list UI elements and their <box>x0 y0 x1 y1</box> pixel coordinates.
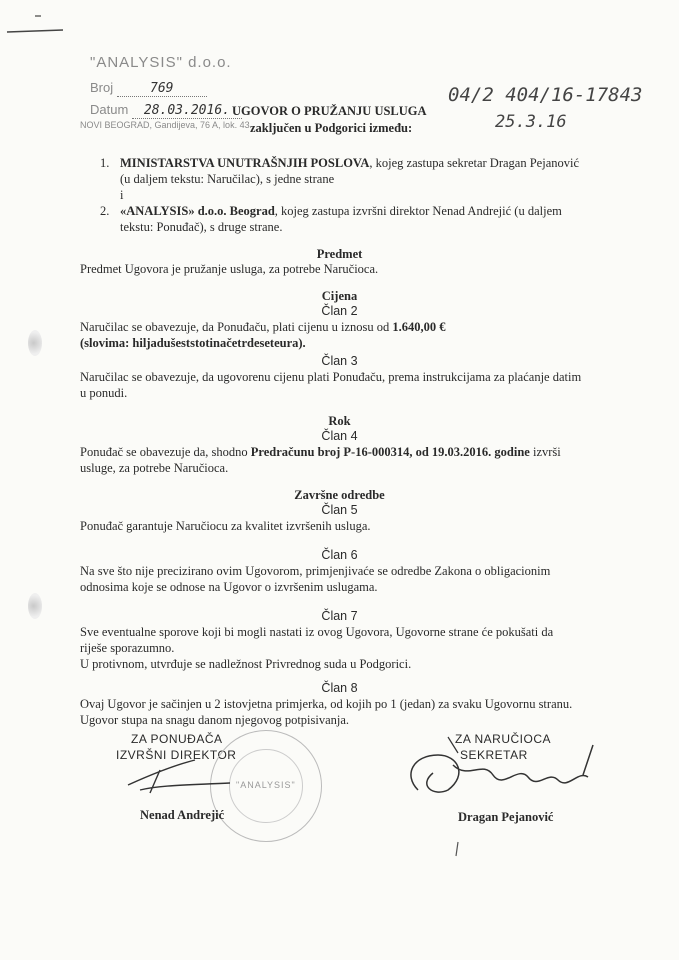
party-1-number: 1. <box>100 156 110 170</box>
clan-4-line1 <box>80 445 600 460</box>
signature-left-icon <box>120 755 240 800</box>
clan-3-label: Član 3 <box>321 354 358 368</box>
predmet-text: Predmet Ugovora je pružanje usluga, za potrebe Naručioca. <box>80 262 379 276</box>
clan-7-line3: U protivnom, utvrđuje se nadležnost Privrednog suda u Podgorici. <box>80 657 412 671</box>
clan-4-line2: usluge, za potrebe Naručioca. <box>80 461 229 475</box>
party-1-name: MINISTARSTVA UNUTRAŠNJIH POSLOVA <box>120 156 370 170</box>
stamp-datum-value: 28.03.2016. <box>132 103 242 119</box>
clan-2-text <box>80 320 600 335</box>
clan-2-label: Član 2 <box>321 304 358 318</box>
heading-cijena: Cijena <box>321 289 358 303</box>
stamp-company-name: "ANALYSIS" d.o.o. <box>90 54 232 71</box>
clan-3-line1: Naručilac se obavezuje, da ugovorenu cijenu plati Ponuđaču, prema instrukcijama za plaćanje datim <box>80 370 582 384</box>
heading-predmet: Predmet <box>316 247 363 261</box>
clan-6-label: Član 6 <box>321 548 358 562</box>
party-1-line1 <box>120 156 600 171</box>
signature-right-role: ZA NARUČIOCA <box>455 732 552 746</box>
clan-2-amount: 1.640,00 € <box>392 320 446 334</box>
heading-zavrsne-odredbe: Završne odredbe <box>294 488 385 502</box>
signature-right-name: Dragan Pejanović <box>458 810 554 824</box>
party-2-line1 <box>120 204 600 219</box>
signature-right-title: SEKRETAR <box>460 748 528 762</box>
stamp-address: NOVI BEOGRAD, Gandijeva, 76 A, lok. 43 <box>80 120 250 130</box>
stamp-datum <box>90 102 242 119</box>
party-1-line2: (u daljem tekstu: Naručilac), s jedne strane <box>120 172 335 186</box>
signature-right-icon <box>398 735 618 805</box>
parties-conjunction: i <box>120 188 124 202</box>
clan-4-text-b: izvrši <box>529 445 561 459</box>
stamp-broj-value: 769 <box>117 81 207 97</box>
party-2-name: «ANALYSIS» d.o.o. Beograd <box>120 204 275 218</box>
clan-4-invoice: Predračunu broj P-16-000314, od 19.03.2016. godine <box>250 445 530 459</box>
clan-3-line2: u ponudi. <box>80 386 128 400</box>
handwritten-reference-date: 25.3.16 <box>495 112 567 132</box>
contract-subtitle: zaključen u Podgorici između: <box>250 121 413 135</box>
stamp-broj-label: Broj <box>90 80 114 95</box>
clan-8-label: Član 8 <box>321 681 358 695</box>
party-1-text: , kojeg zastupa sekretar Dragan Pejanović <box>369 156 580 170</box>
clan-6-line1: Na sve što nije precizirano ovim Ugovorom, primjenjivaće se odredbe Zakona o obligacionim <box>80 564 551 578</box>
clan-2-text-a: Naručilac se obavezuje, da Ponuđaču, plati cijenu u iznosu od <box>80 320 393 334</box>
signature-left-role: ZA PONUĐAČA <box>131 732 223 746</box>
pen-mark-icon <box>5 10 65 40</box>
clan-5-label: Član 5 <box>321 503 358 517</box>
clan-4-label: Član 4 <box>321 429 358 443</box>
party-2-number: 2. <box>100 204 110 218</box>
clan-7-label: Član 7 <box>321 609 358 623</box>
party-2-text: , kojeg zastupa izvršni direktor Nenad Andrejić (u daljem <box>274 204 562 218</box>
clan-5-text: Ponuđač garantuje Naručiocu za kvalitet izvršenih usluga. <box>80 519 371 533</box>
handwritten-reference-number: 04/2 404/16-17843 <box>448 84 643 106</box>
clan-6-line2: odnosima koje se odnose na Ugovor o izvršenim uslugama. <box>80 580 378 594</box>
signature-left-name: Nenad Andrejić <box>140 808 225 822</box>
clan-8-line2: Ugovor stupa na snagu danom njegovog potpisivanja. <box>80 713 350 727</box>
stamp-datum-label: Datum <box>90 102 129 117</box>
clan-7-line2: riješe sporazumno. <box>80 641 175 655</box>
punch-hole-icon <box>28 330 42 356</box>
pen-mark-icon <box>450 840 470 860</box>
clan-2-words: (slovima: hiljadušeststotinačetrdeseteura). <box>80 336 306 350</box>
stamp-broj <box>90 80 207 97</box>
clan-8-line1: Ovaj Ugovor je sačinjen u 2 istovjetna primjerka, od kojih po 1 (jedan) za svaku Ugovornu stranu. <box>80 697 573 711</box>
punch-hole-icon <box>28 593 42 619</box>
signature-left-title: IZVRŠNI DIREKTOR <box>116 748 237 762</box>
company-round-stamp-text: "ANALYSIS" <box>236 780 296 790</box>
contract-title: UGOVOR O PRUŽANJU USLUGA <box>232 104 427 118</box>
clan-4-text-a: Ponuđač se obavezuje da, shodno <box>80 445 251 459</box>
heading-rok: Rok <box>328 414 351 428</box>
party-2-line2: tekstu: Ponuđač), s druge strane. <box>120 220 283 234</box>
clan-7-line1: Sve eventualne sporove koji bi mogli nastati iz ovog Ugovora, Ugovorne strane će pokušati da <box>80 625 554 639</box>
